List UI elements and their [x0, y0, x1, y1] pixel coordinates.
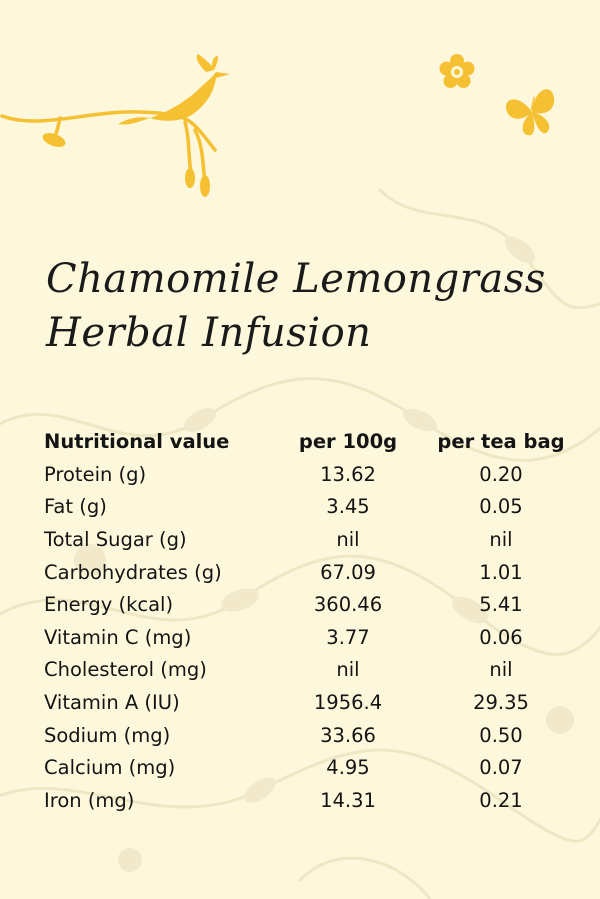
value-per-tea-bag: 0.20: [479, 462, 523, 486]
table-row: [44, 751, 588, 784]
value-per-100g: 3.45: [326, 495, 370, 519]
value-per-100g: nil: [336, 527, 360, 551]
nutrient-label: Cholesterol (mg): [44, 658, 207, 682]
nutrient-label: Vitamin C (mg): [44, 625, 192, 649]
branch-icon: [2, 112, 215, 188]
value-per-tea-bag: 0.05: [479, 495, 523, 519]
header-per-tea-bag: per tea bag: [437, 429, 565, 453]
table-row: [44, 621, 588, 654]
header-per-100g: per 100g: [298, 429, 398, 453]
nutrient-label: Calcium (mg): [44, 756, 176, 780]
value-per-100g: 4.95: [326, 756, 370, 780]
value-per-100g: 33.66: [320, 723, 376, 747]
value-per-100g: 3.77: [326, 625, 370, 649]
table-row: [44, 458, 588, 491]
table-row: [44, 784, 588, 817]
table-row: [44, 686, 588, 719]
value-per-100g: 14.31: [320, 788, 376, 812]
nutrient-label: Sodium (mg): [44, 723, 171, 747]
value-per-tea-bag: 0.21: [479, 788, 523, 812]
nutrient-label: Iron (mg): [44, 788, 135, 812]
nutrient-label: Total Sugar (g): [44, 527, 187, 551]
title-line-1: Chamomile Lemongrass: [46, 256, 546, 302]
table-row: [44, 491, 588, 524]
hoopoe-bird-icon: [118, 54, 230, 125]
value-per-100g: 1956.4: [313, 690, 383, 714]
title-line-2: Herbal Infusion: [46, 310, 372, 356]
value-per-tea-bag: 5.41: [479, 593, 523, 617]
value-per-tea-bag: 0.50: [479, 723, 523, 747]
value-per-tea-bag: nil: [489, 527, 513, 551]
header-ornament: [0, 0, 600, 210]
table-row: [44, 654, 588, 687]
table-header-row: [44, 424, 588, 458]
flower-icon: [440, 54, 475, 88]
nutrient-label: Protein (g): [44, 462, 147, 486]
value-per-tea-bag: 1.01: [479, 560, 523, 584]
table-row: [44, 556, 588, 589]
value-per-tea-bag: 0.07: [479, 756, 523, 780]
table-row: [44, 523, 588, 556]
table-row: [44, 719, 588, 752]
value-per-100g: 360.46: [313, 593, 383, 617]
nutrient-label: Energy (kcal): [44, 593, 174, 617]
nutrient-label: Vitamin A (IU): [44, 690, 180, 714]
nutrient-label: Carbohydrates (g): [44, 560, 222, 584]
nutrition-table: [44, 424, 588, 817]
product-title: [46, 252, 586, 360]
table-row: [44, 588, 588, 621]
butterfly-icon: [504, 88, 563, 142]
header-nutritional-value: Nutritional value: [44, 429, 230, 453]
value-per-tea-bag: nil: [489, 658, 513, 682]
value-per-tea-bag: 29.35: [473, 690, 529, 714]
nutrient-label: Fat (g): [44, 495, 107, 519]
value-per-tea-bag: 0.06: [479, 625, 523, 649]
value-per-100g: 67.09: [320, 560, 376, 584]
value-per-100g: nil: [336, 658, 360, 682]
value-per-100g: 13.62: [320, 462, 376, 486]
